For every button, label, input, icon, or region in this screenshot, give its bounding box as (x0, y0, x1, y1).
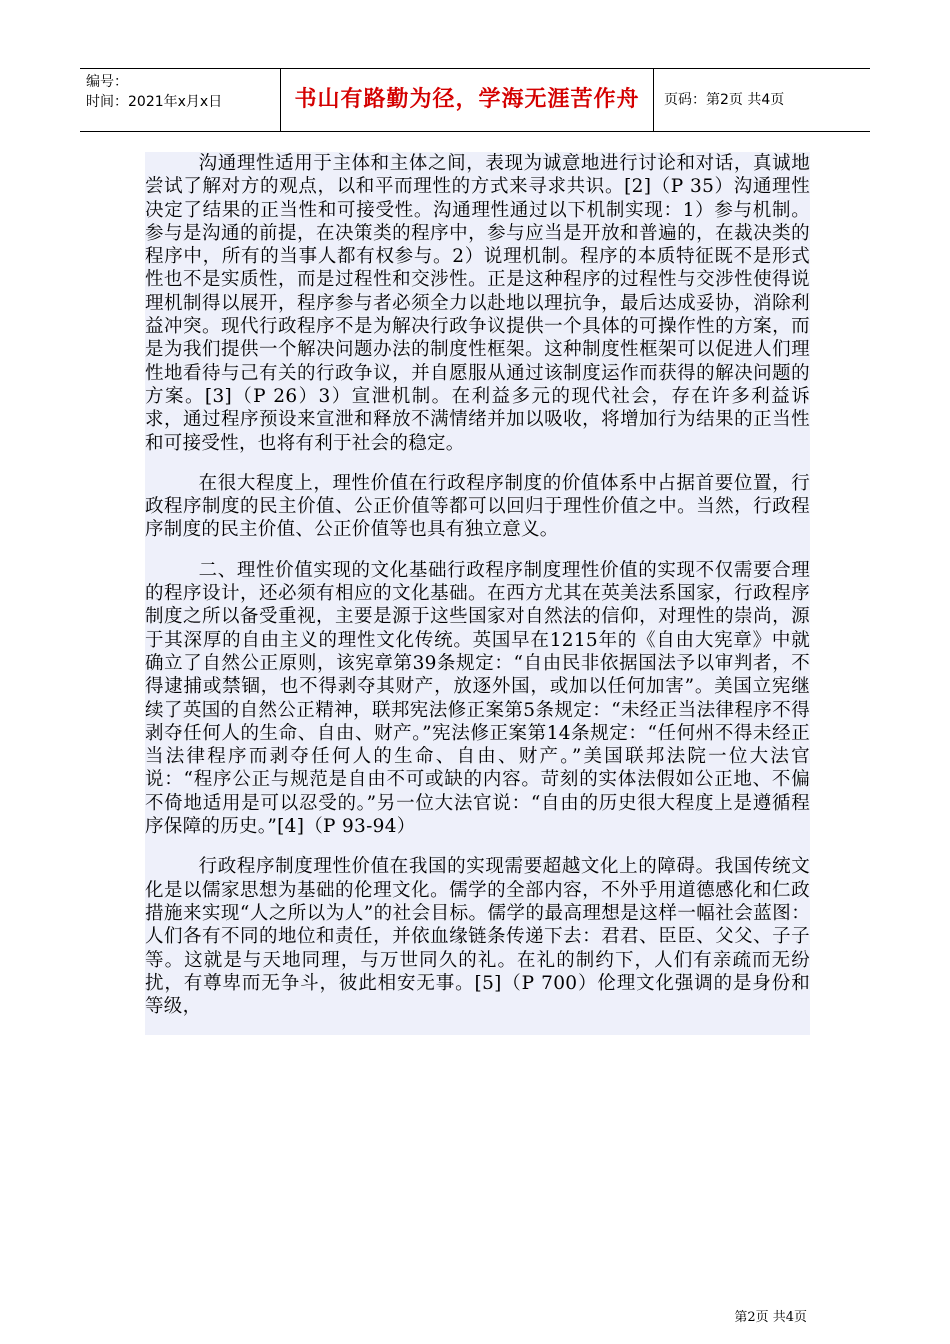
number-label: 编号： (86, 74, 128, 90)
paragraph: 在很大程度上，理性价值在行政程序制度的价值体系中占据首要位置，行政程序制度的民主价值、公正价值等都可以回归于理性价值之中。当然，行政程序制度的民主价值、公正价值等也具有独立意义。 (145, 472, 810, 541)
header-meta (80, 69, 281, 131)
header-motto: 书山有路勤为径，学海无涯苦作舟 (294, 87, 640, 112)
page-header (80, 68, 870, 132)
paragraph: 行政程序制度理性价值在我国的实现需要超越文化上的障碍。我国传统文化是以儒家思想为基础的伦理文化。儒学的全部内容，不外乎用道德感化和仁政措施来实现“人之所以为人”的社会目标。儒学的最高理想是这样一幅社会蓝图：人们各有不同的地位和责任，并依血缘链条传递下去：君君、臣臣、父父、子子等。这就是与天地同理，与万世同久的礼。在礼的制约下，人们有亲疏而无纷扰，有尊卑而无争斗，彼此相安无事。[5]（P 700）伦理文化强调的是身份和等级， (145, 856, 810, 1018)
page-footer: 第2页 共4页 (734, 1310, 807, 1325)
document-body (145, 152, 810, 1035)
header-page-code: 页码：第2页 共4页 (664, 92, 785, 108)
header-page-cell (654, 69, 870, 131)
time-label: 时间：2021年x月x日 (86, 94, 223, 110)
header-motto-cell (281, 69, 654, 131)
paragraph: 二、理性价值实现的文化基础行政程序制度理性价值的实现不仅需要合理的程序设计，还必须有相应的文化基础。在西方尤其在英美法系国家，行政程序制度之所以备受重视，主要是源于这些国家对自然法的信仰，对理性的崇尚，源于其深厚的自由主义的理性文化传统。英国早在1215年的《自由大宪章》中就确立了自然公正原则，该宪章第39条规定：“自由民非依据国法予以审判者，不得逮捕或禁锢，也不得剥夺其财产，放逐外国，或加以任何加害”。美国立宪继续了英国的自然公正精神，联邦宪法修正案第5条规定：“未经正当法律程序不得剥夺任何人的生命、自由、财产。”宪法修正案第14条规定：“任何州不得未经正当法律程序而剥夺任何人的生命、自由、财产。”美国联邦法院一位大法官说：“程序公正与规范是自由不可或缺的内容。苛刻的实体法假如公正地、不偏不倚地适用是可以忍受的。”另一位大法官说：“自由的历史很大程度上是遵循程序保障的历史。”[4]（P 93-94） (145, 559, 810, 838)
paragraph: 沟通理性适用于主体和主体之间，表现为诚意地进行讨论和对话，真诚地尝试了解对方的观点，以和平而理性的方式来寻求共识。[2]（P 35）沟通理性决定了结果的正当性和可接受性。沟通理性通过以下机制实现：1）参与机制。参与是沟通的前提，在决策类的程序中，参与应当是开放和普遍的，在裁决类的程序中，所有的当事人都有权参与。2）说理机制。程序的本质特征既不是形式性也不是实质性，而是过程性和交涉性。正是这种程序的过程性与交涉性使得说理机制得以展开，程序参与者必须全力以赴地以理抗争，最后达成妥协，消除利益冲突。现代行政程序不是为解决行政争议提供一个具体的可操作性的方案，而是为我们提供一个解决问题办法的制度性框架。这种制度性框架可以促进人们理性地看待与己有关的行政争议，并自愿服从通过该制度运作而获得的解决问题的方案。[3]（P 26）3）宣泄机制。在利益多元的现代社会，存在许多利益诉求，通过程序预设来宣泄和释放不满情绪并加以吸收，将增加行为结果的正当性和可接受性，也将有利于社会的稳定。 (145, 153, 810, 454)
